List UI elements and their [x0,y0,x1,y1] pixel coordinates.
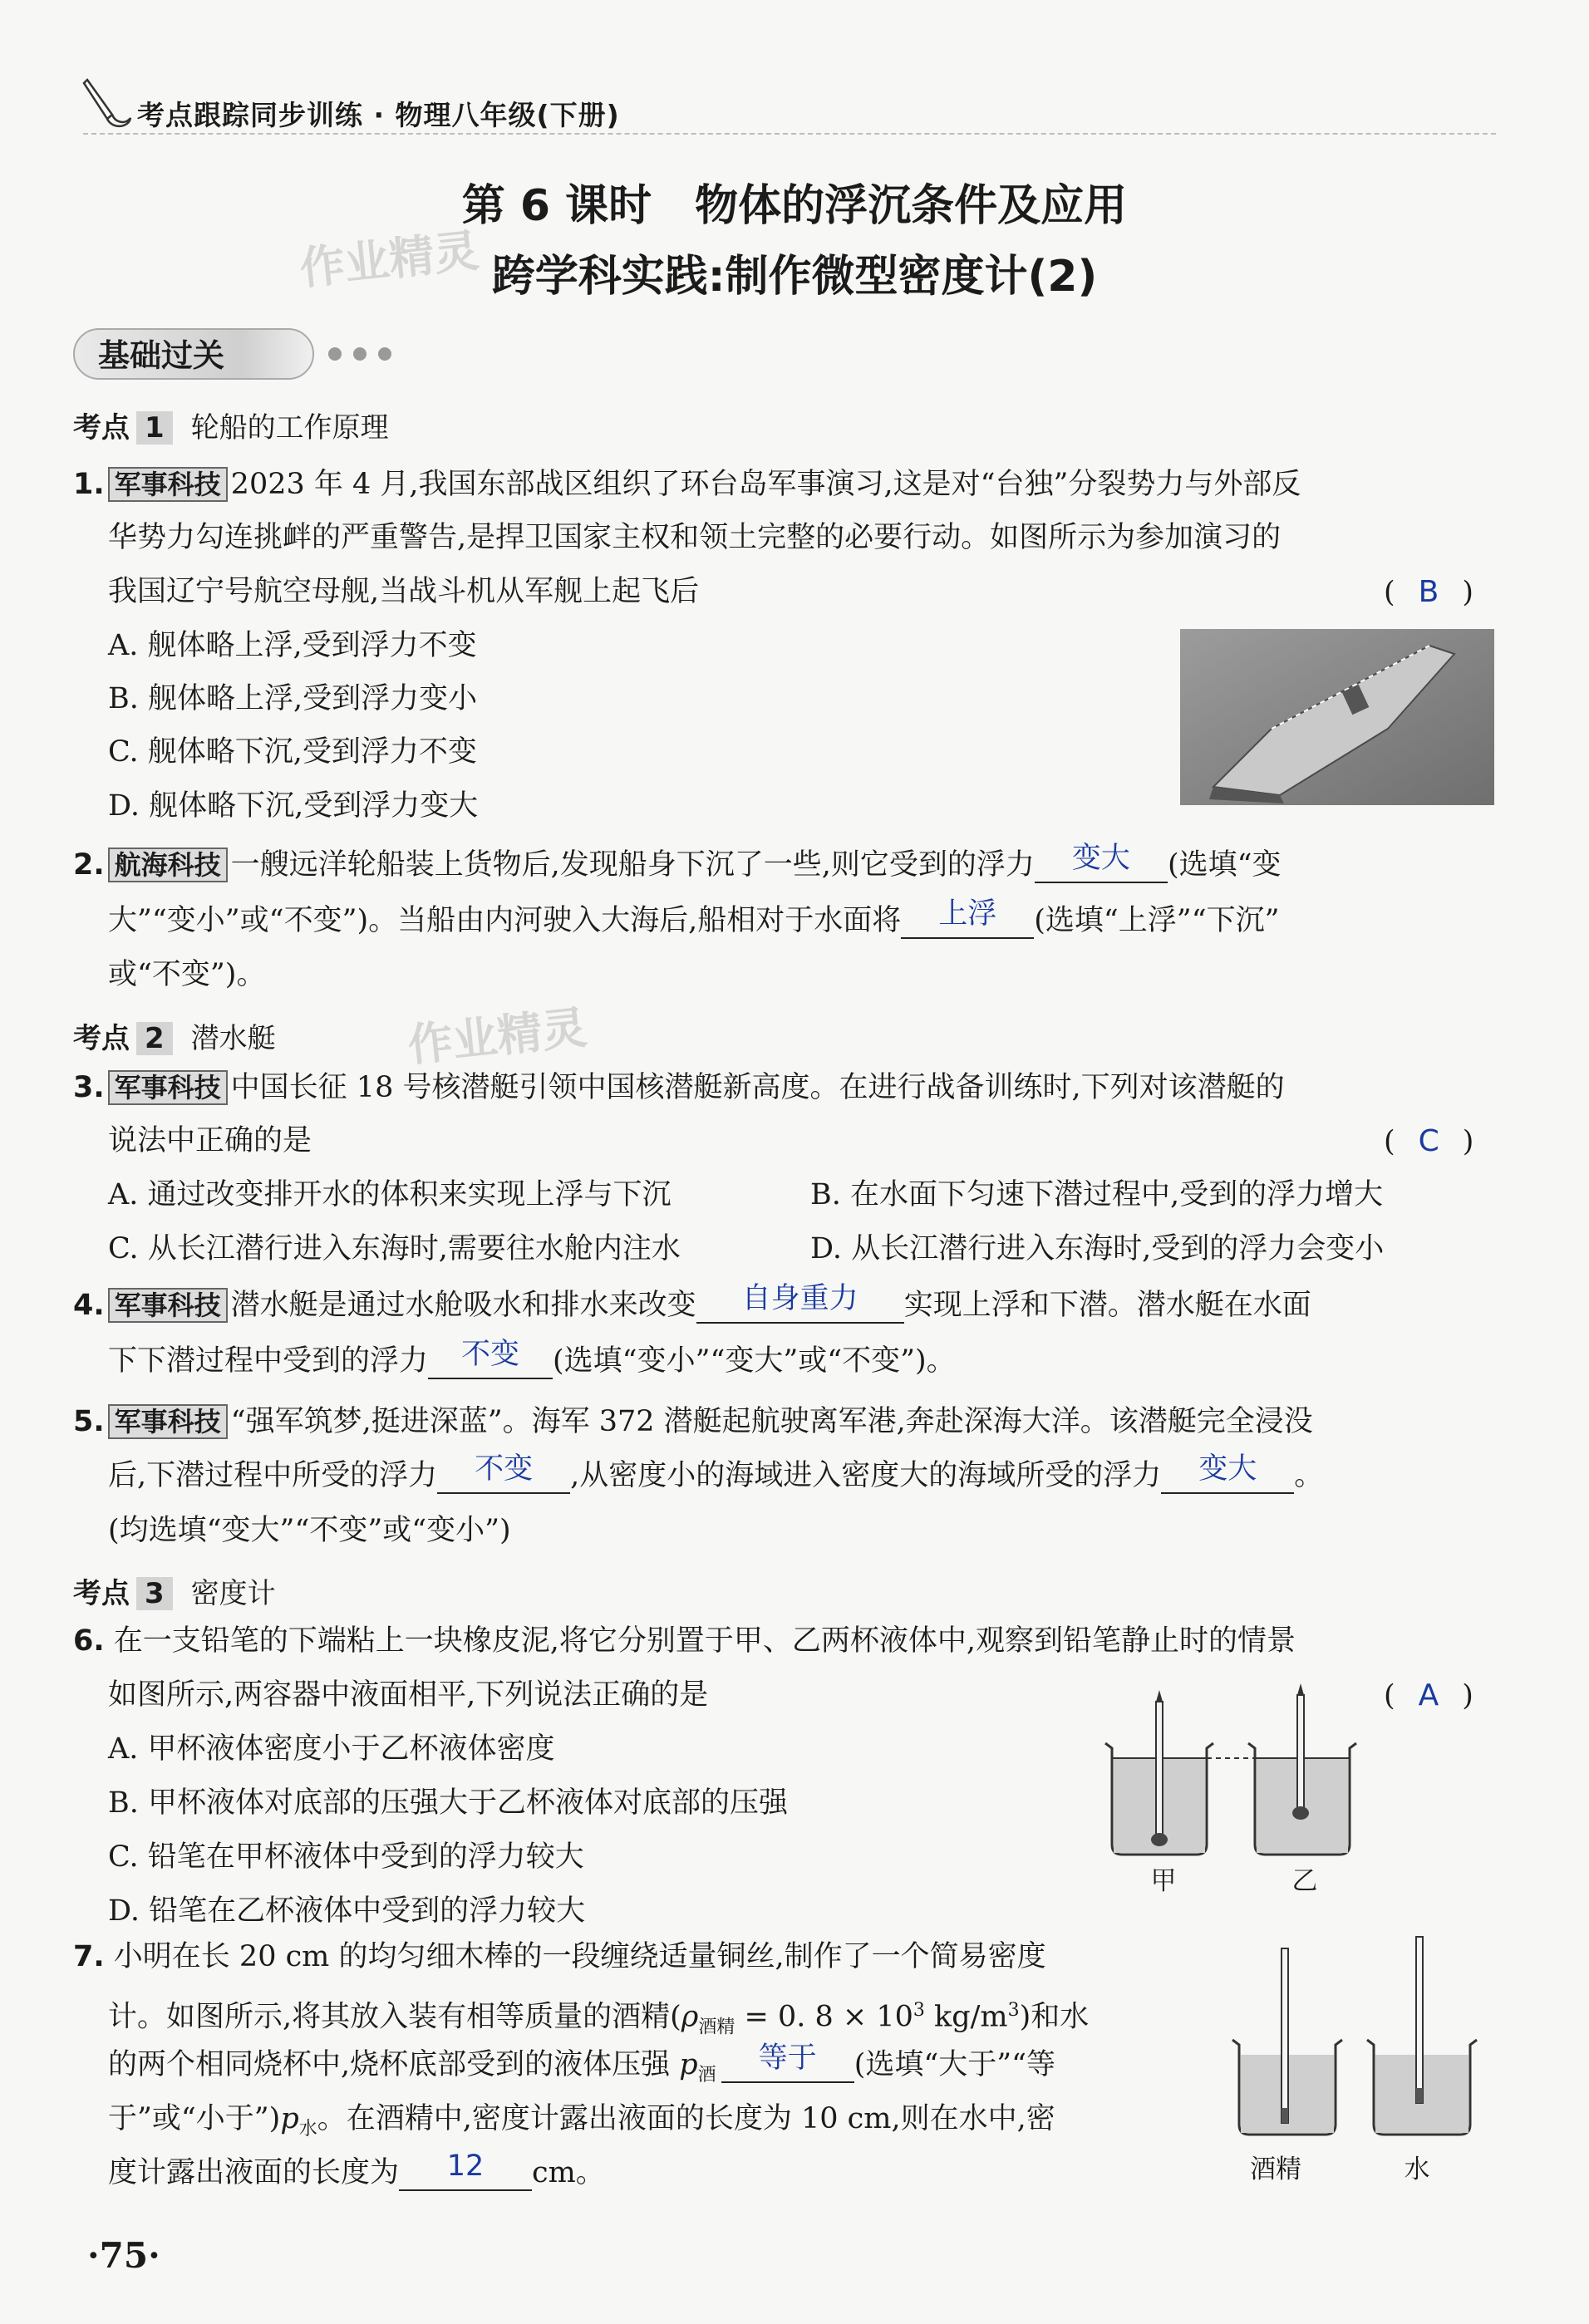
header-divider [83,133,1496,135]
header-title: 考点跟踪同步训练 · 物理八年级(下册) [137,99,620,131]
question-text: 我国辽宁号航空母舰,当战斗机从军舰上起飞后 [108,575,700,608]
topic-tag: 航海科技 [108,848,228,882]
question-7: 7. 小明在长 20 cm 的均匀细木棒的一段缠绕适量铜丝,制作了一个简易密度 [73,1940,1046,1973]
question-6: 6. 在一支铅笔的下端粘上一块橡皮泥,将它分别置于甲、乙两杯液体中,观察到铅笔静止时的情景 [73,1624,1296,1658]
page-title: 第 6 课时 物体的浮沉条件及应用 [461,181,1128,231]
section-badge: 基础过关 [73,328,314,380]
topic-tag: 军事科技 [108,1404,228,1439]
option-c: C. 从长江潜行进入东海时,需要往水舱内注水 [108,1232,681,1265]
topic-tag: 军事科技 [108,467,228,502]
question-text: 后,下潜过程中所受的浮力 不变 ,从密度小的海域进入密度大的海域所受的浮力 变大 。 [108,1452,1324,1492]
watermark: 作业精灵 [297,224,482,296]
kaodian-heading: 考点 1 轮船的工作原理 [73,411,389,445]
answer-bracket: ( C ) [1384,1124,1474,1158]
question-1: 1. 军事科技 2023 年 4 月,我国东部战区组织了环台岛军事演习,这是对“台独”分裂势力与外部反 [73,468,1301,501]
question-text: 说法中正确的是 [108,1124,312,1157]
answer-blank: 12 [399,2156,532,2191]
answer-blank: 不变 [428,1344,553,1379]
decorative-dots [328,347,403,364]
answer-blank: 等于 [721,2048,854,2083]
answer-blank: 自身重力 [696,1289,904,1324]
option-c: C. 铅笔在甲杯液体中受到的浮力较大 [108,1840,584,1874]
question-text: 华势力勾连挑衅的严重警告,是捍卫国家主权和领土完整的必要行动。如图所示为参加演习的 [108,521,1282,554]
question-3: 3. 军事科技 中国长征 18 号核潜艇引领中国核潜艇新高度。在进行战备训练时,下列对该潜艇的 [73,1071,1285,1104]
option-b: B. 甲杯液体对底部的压强大于乙杯液体对底部的压强 [108,1786,788,1820]
answer-blank: 变大 [1035,848,1168,883]
page-number: ·75· [87,2235,160,2276]
option-d: D. 舰体略下沉,受到浮力变大 [108,789,479,823]
kaodian-heading: 考点 2 潜水艇 [73,1022,276,1055]
question-text: 于”或“小于$”)p_水$。在酒精中,密度计露出液面的长度为 10 cm,则在水中,密 [108,2102,1055,2140]
question-2: 2. 航海科技 一艘远洋轮船装上货物后,发现船身下沉了一些,则它受到的浮力 变大 (选填“变 [73,842,1282,882]
page-subtitle: 跨学科实践:制作微型密度计(2) [491,252,1098,302]
option-d: D. 铅笔在乙杯液体中受到的浮力较大 [108,1894,586,1928]
question-text: 或“不变”)。 [108,958,266,991]
option-c: C. 舰体略下沉,受到浮力不变 [108,735,477,769]
figure-label: 甲 [1150,1866,1177,1896]
answer-bracket: ( A ) [1384,1678,1473,1712]
topic-tag: 军事科技 [108,1288,228,1323]
question-text: 计。如图所示,将其放入装有相等质量的酒精($\rho_{酒精} = 0$. $8 \times 10^3$ $kg/m^3$)和水 [108,2000,1090,2038]
kaodian-heading: 考点 3 密度计 [73,1577,276,1610]
answer-blank: 上浮 [901,904,1034,939]
pen-logo-icon [79,73,137,131]
figure-label: 乙 [1291,1866,1318,1896]
figure-label: 酒精 [1250,2154,1301,2184]
option-b: B. 在水面下匀速下潜过程中,受到的浮力增大 [810,1178,1384,1211]
option-b: B. 舰体略上浮,受到浮力变小 [108,682,478,715]
question-text: 大”“变小”或“不变”)。当船由内河驶入大海后,船相对于水面将 上浮 (选填“上浮”“下沉” [108,897,1280,937]
question-text: 度计露出液面的长度为 12 cm。 [108,2150,605,2189]
answer-blank: 变大 [1161,1459,1294,1494]
beaker-pencil-figure [1097,1678,1371,1870]
figure-label: 水 [1404,2154,1430,2184]
answer-blank: 不变 [437,1459,570,1494]
question-5: 5. 军事科技 “强军筑梦,挺进深蓝”。海军 372 潜艇起航驶离军港,奔赴深海大洋。该潜艇完全浸没 [73,1405,1313,1438]
question-text: 如图所示,两容器中液面相平,下列说法正确的是 [108,1678,709,1712]
density-meter-figure [1226,1932,1492,2140]
option-d: D. 从长江潜行进入东海时,受到的浮力会变小 [810,1232,1385,1265]
question-text: 下下潜过程中受到的浮力 不变 (选填“变小”“变大”或“不变”)。 [108,1338,956,1378]
question-text: (均选填“变大”“不变”或“变小”) [108,1514,511,1547]
question-text: 的两个相同烧杯中,烧杯底部受到的液体压强 $p_酒$等于 (选填“大于”“等 [108,2041,1056,2086]
option-a: A. 舰体略上浮,受到浮力不变 [108,629,477,662]
topic-tag: 军事科技 [108,1070,228,1105]
aircraft-carrier-photo [1180,629,1494,805]
answer-bracket: ( B ) [1384,575,1474,609]
question-4: 4. 军事科技 潜水艇是通过水舱吸水和排水来改变 自身重力 实现上浮和下潜。潜水艇在水面 [73,1282,1311,1322]
watermark: 作业精灵 [405,1000,590,1073]
option-a: A. 甲杯液体密度小于乙杯液体密度 [108,1732,555,1766]
option-a: A. 通过改变排开水的体积来实现上浮与下沉 [108,1178,672,1211]
